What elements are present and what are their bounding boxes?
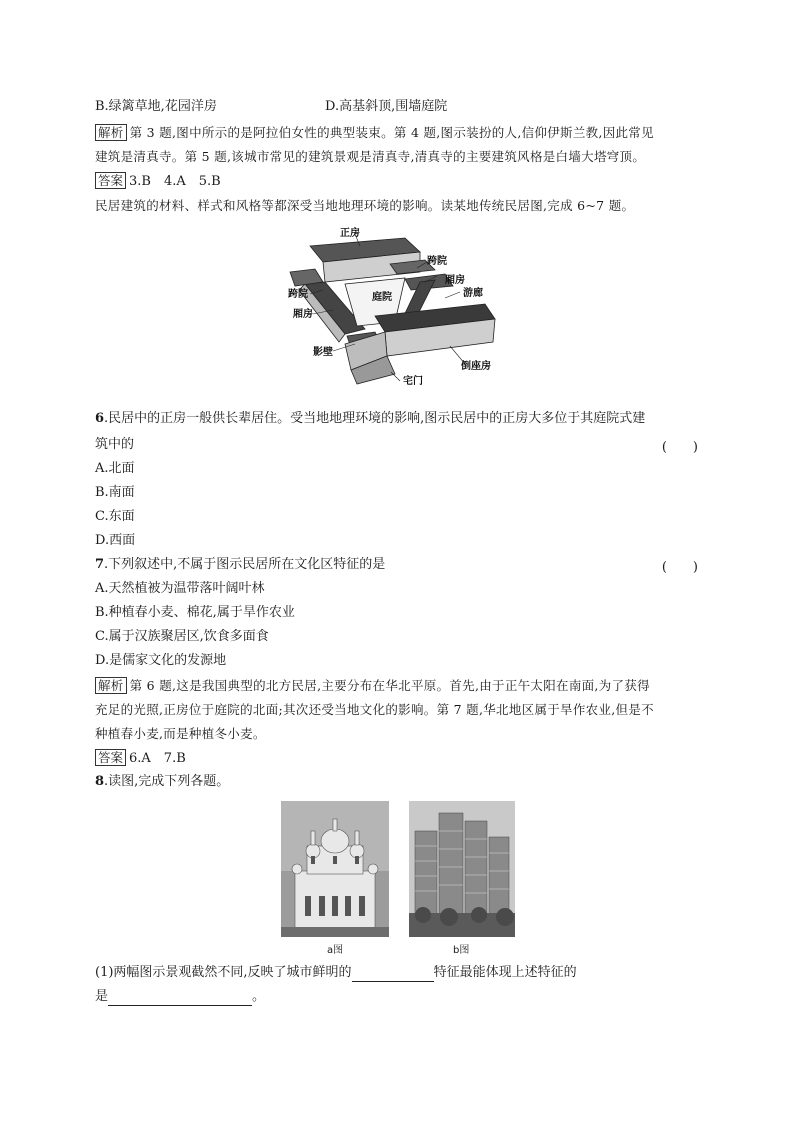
option-b: B.绿篱草地,花园洋房	[95, 99, 217, 114]
analysis-6-7-line1: 解析 第 6 题,这是我国典型的北方民居,主要分布在华北平原。首先,由于正午太阳在南面,为了获得	[95, 677, 650, 695]
caption-a: a图	[327, 945, 344, 956]
photo-b-highrise	[409, 801, 515, 937]
q7-option-d: D.是儒家文化的发源地	[95, 653, 227, 668]
question-8-stem: 8.读图,完成下列各题。	[95, 774, 230, 789]
question-7-answer-paren[interactable]: ( )	[661, 560, 698, 575]
analysis-3-5-line1: 解析 第 3 题,图中所示的是阿拉伯女性的典型装束。第 4 题,图示装扮的人,信仰伊斯兰教,因此常见	[95, 124, 654, 142]
q6-option-b: B.南面	[95, 485, 135, 500]
intro-6-7: 民居建筑的材料、样式和风格等都深受当地地理环境的影响。读某地传统民居图,完成 6~7 题。	[95, 198, 635, 213]
label-xiangfang-right: 厢房	[445, 275, 465, 286]
label-kuayuan-left: 跨院	[288, 289, 308, 300]
answer-6-7: 答案 6.A 7.B	[95, 749, 186, 768]
q7-option-c: C.属于汉族聚居区,饮食多面食	[95, 629, 269, 644]
q7-option-b: B.种植春小麦、棉花,属于旱作农业	[95, 605, 295, 620]
q6-option-a: A.北面	[95, 461, 135, 476]
label-yingbi: 影壁	[313, 347, 333, 358]
option-d: D.高基斜顶,围墙庭院	[325, 99, 448, 114]
label-kuayuan-right: 跨院	[427, 256, 447, 267]
q7-option-a: A.天然植被为温带落叶阔叶林	[95, 581, 265, 596]
answer-tag: 答案	[95, 749, 126, 766]
blank-1[interactable]	[352, 967, 434, 982]
photo-a-mosque	[281, 801, 389, 937]
analysis-3-5-line2: 建筑是清真寺。第 5 题,该城市常见的建筑景观是清真寺,清真寺的主要建筑风格是白墙大塔穹顶。	[95, 149, 646, 164]
analysis-tag: 解析	[95, 677, 127, 694]
caption-b: b图	[453, 945, 470, 956]
q8-sub1-line1: (1)两幅图示景观截然不同,反映了城市鲜明的 特征最能体现上述特征的	[95, 965, 577, 980]
question-7-stem: 7.下列叙述中,不属于图示民居所在文化区特征的是	[95, 557, 386, 572]
analysis-6-7-line3: 种植春小麦,而是种植冬小麦。	[95, 726, 266, 741]
question-6-line2: 筑中的	[95, 437, 135, 452]
label-zhengfang: 正房	[340, 228, 360, 239]
blank-2[interactable]	[108, 991, 252, 1006]
question-6-answer-paren[interactable]: ( )	[661, 440, 698, 455]
label-youlang: 游廊	[463, 288, 483, 299]
option-d-line	[325, 98, 447, 116]
q6-option-d: D.西面	[95, 533, 136, 548]
q8-sub1-line2: 是 。	[95, 989, 266, 1004]
analysis-6-7-line2: 充足的光照,正房位于庭院的北面;其次还受当地文化的影响。第 7 题,华北地区属于旱作农业,但是不	[95, 702, 654, 717]
answer-tag: 答案	[95, 172, 126, 189]
label-zhaimen: 宅门	[403, 376, 423, 387]
label-tingyuan: 庭院	[372, 292, 392, 303]
option-b-line	[95, 98, 217, 116]
answer-3-5: 答案 3.B 4.A 5.B	[95, 172, 221, 191]
courtyard-house-figure	[285, 224, 500, 389]
question-6-line1: 6.民居中的正房一般供长辈居住。受当地地理环境的影响,图示民居中的正房大多位于其庭院式建	[95, 411, 646, 426]
label-xiangfang-left: 厢房	[293, 309, 313, 320]
label-daozuofang: 倒座房	[461, 361, 491, 372]
analysis-tag: 解析	[95, 124, 127, 141]
q6-option-c: C.东面	[95, 509, 135, 524]
